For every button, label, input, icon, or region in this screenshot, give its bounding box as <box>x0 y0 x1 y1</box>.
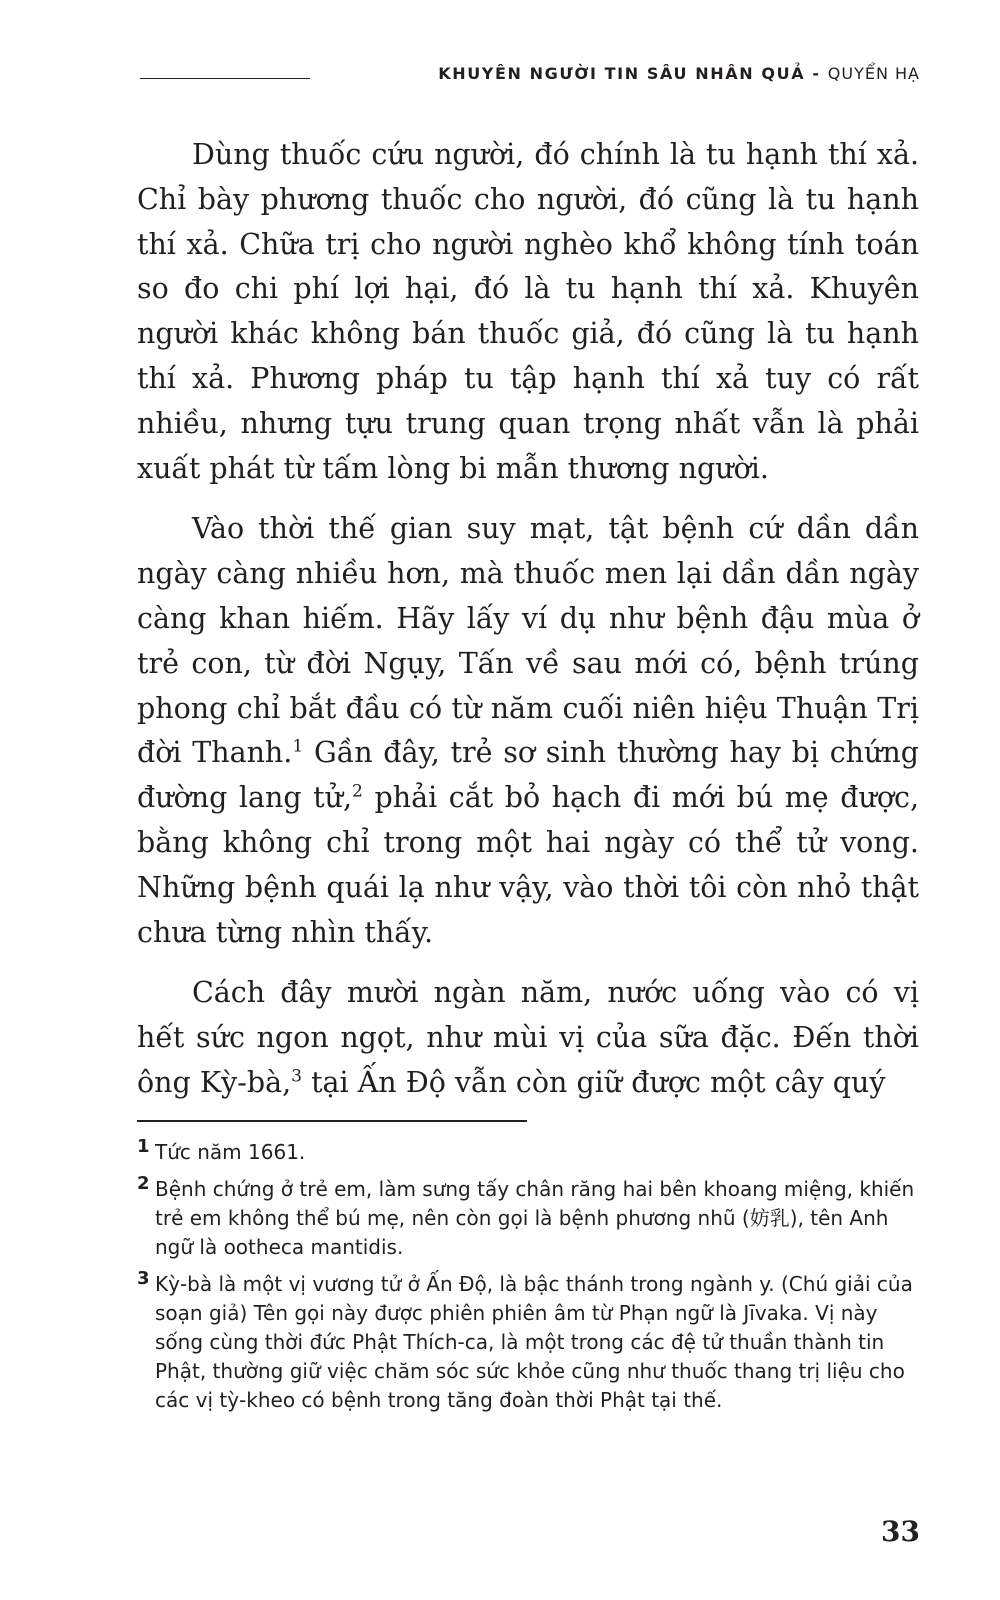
footnote-3-mark: 3 <box>137 1268 150 1289</box>
footnote-rule <box>137 1120 527 1122</box>
paragraph-3-text-a: Cách đây mười ngàn năm, nước uống vào có vị hết sức ngon ngọt, như mùi vị của sữa đặc. Đến thời ông Kỳ-bà, <box>137 976 919 1099</box>
body-text <box>137 133 919 1122</box>
header-rule <box>140 78 310 79</box>
paragraph-3 <box>137 971 919 1105</box>
paragraph-2 <box>137 507 919 955</box>
paragraph-1 <box>137 133 919 491</box>
footnote-3 <box>137 1270 919 1415</box>
paragraph-3-text-b: tại Ấn Độ vẫn còn giữ được một cây quý <box>302 1065 886 1099</box>
paragraph-2-text-c: phải cắt bỏ hạch đi mới bú mẹ được, bằng không chỉ trong một hai ngày có thể tử vong. Những bệnh quái lạ như vậy, vào thời tôi còn nhỏ thật chưa từng nhìn thấy. <box>137 781 919 949</box>
paragraph-2-text-b: Gần đây, trẻ sơ sinh thường hay bị chứng đường lang tử, <box>137 736 919 815</box>
running-head-book-title: KHUYÊN NGƯỜI TIN SÂU NHÂN QUẢ <box>438 64 806 83</box>
footnote-2 <box>137 1175 919 1262</box>
footnote-2-text: Bệnh chứng ở trẻ em, làm sưng tấy chân răng hai bên khoang miệng, khiến trẻ em không thể bú mẹ, nên còn gọi là bệnh phương nhũ (妨乳), tên Anh ngữ là ootheca mantidis. <box>155 1177 915 1259</box>
footnote-1-text: Tức năm 1661. <box>155 1140 306 1164</box>
footnote-2-mark: 2 <box>137 1173 150 1194</box>
running-head <box>438 64 920 83</box>
footnote-3-text: Kỳ-bà là một vị vương tử ở Ấn Độ, là bậc thánh trong ngành y. (Chú giải của soạn giả) Tên gọi này được phiên phiên âm từ Phạn ngữ là Jīvaka. Vị này sống cùng thời đức Phật Thích-ca, là một trong các đệ tử thuần thành tin Phật, thường giữ việc chăm sóc sức khỏe cũng như thuốc thang trị liệu cho các vị tỳ-kheo có bệnh trong tăng đoàn thời Phật tại thế. <box>155 1272 913 1412</box>
footnote-ref-2: 2 <box>352 781 363 802</box>
paragraph-1-text: Dùng thuốc cứu người, đó chính là tu hạnh thí xả. Chỉ bày phương thuốc cho người, đó cũng là tu hạnh thí xả. Chữa trị cho người nghèo khổ không tính toán so đo chi phí lợi hại, đó là tu hạnh thí xả. Khuyên người khác không bán thuốc giả, đó cũng là tu hạnh thí xả. Phương pháp tu tập hạnh thí xả tuy có rất nhiều, nhưng tựu trung quan trọng nhất vẫn là phải xuất phát từ tấm lòng bi mẫn thương người. <box>137 138 919 485</box>
footnote-ref-1: 1 <box>292 736 304 757</box>
footnote-ref-3: 3 <box>291 1066 303 1087</box>
running-head-separator: - <box>805 64 828 83</box>
paragraph-2-text-a: Vào thời thế gian suy mạt, tật bệnh cứ dần dần ngày càng nhiều hơn, mà thuốc men lại dần dần ngày càng khan hiếm. Hãy lấy ví dụ như bệnh đậu mùa ở trẻ con, từ đời Ngụy, Tấn về sau mới có, bệnh trúng phong chỉ bắt đầu có từ năm cuối niên hiệu Thuận Trị đời Thanh. <box>137 512 919 770</box>
page-number: 33 <box>881 1515 920 1548</box>
footnote-1-mark: 1 <box>137 1136 150 1157</box>
running-head-volume: QUYỂN HẠ <box>827 64 920 83</box>
footnotes <box>137 1138 919 1423</box>
footnote-1 <box>137 1138 919 1167</box>
